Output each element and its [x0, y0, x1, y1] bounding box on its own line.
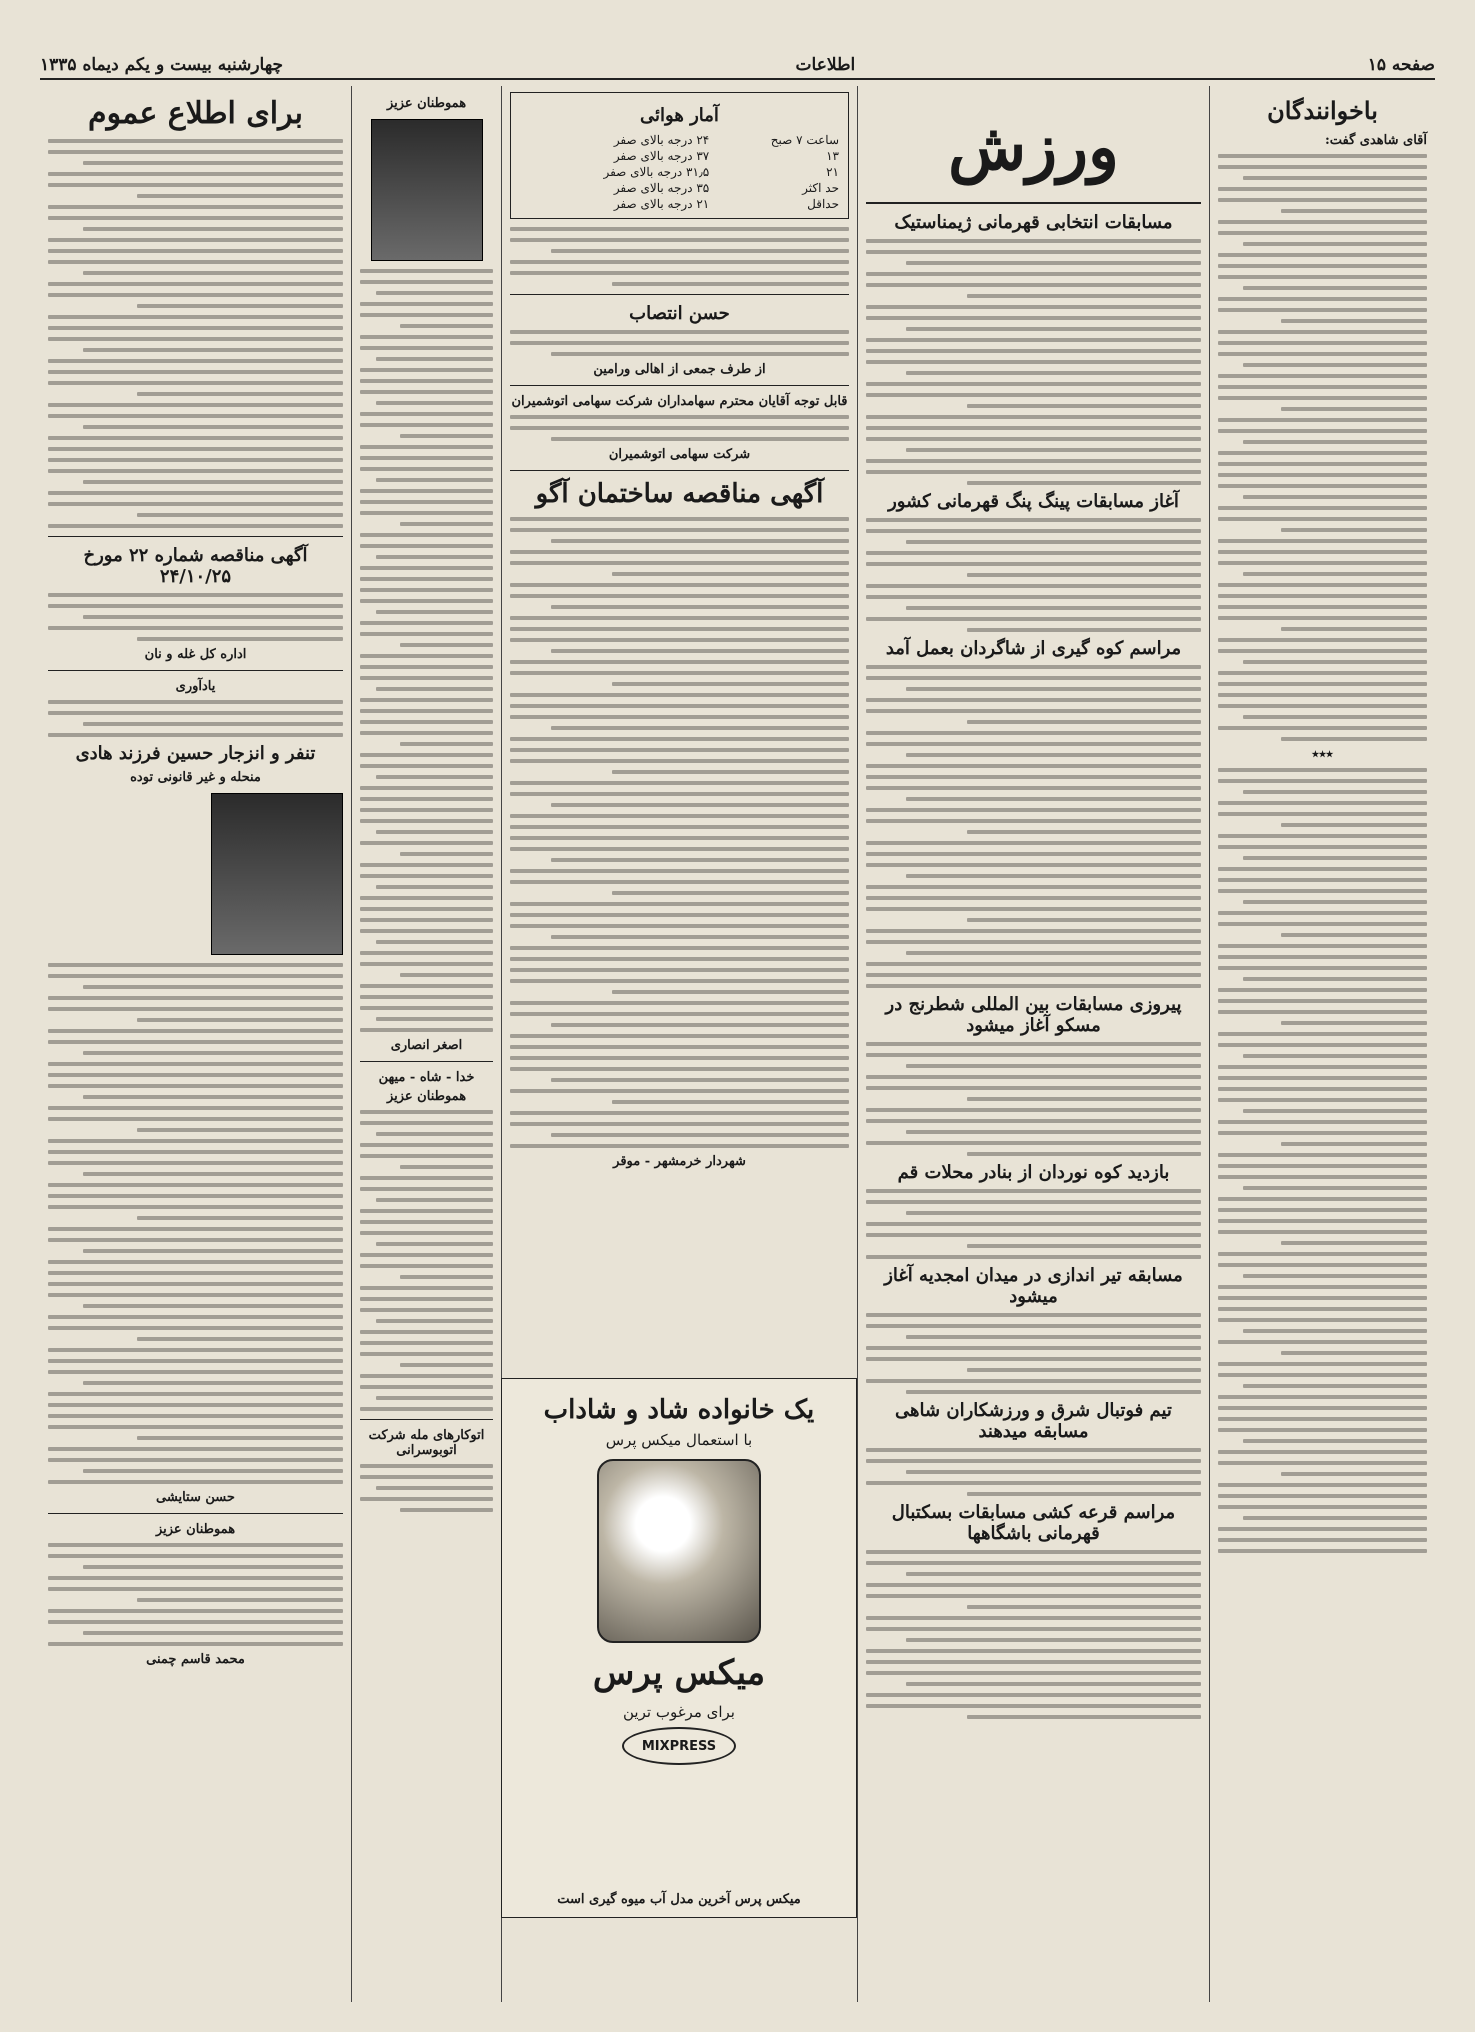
issue-date: چهارشنبه بیست و یکم دیماه ۱۳۳۵ — [40, 55, 284, 75]
table-row: ۱۳ ۳۷ درجه بالای صفر — [613, 149, 839, 163]
sports-text-5 — [866, 1189, 1201, 1259]
table-row: ساعت ۷ صبح ۲۴ درجه بالای صفر — [613, 133, 839, 147]
narrow-text-1 — [360, 269, 493, 1032]
shareholders-notice-title: قابل توجه آقایان محترم سهامداران شرکت سهامی اتوشمیران — [511, 394, 848, 409]
sports-headline-5: بازدید کوه نوردان از بنادر محلات قم — [897, 1162, 1170, 1183]
juicer-illustration — [597, 1459, 761, 1643]
column-sports — [857, 86, 1209, 2002]
disown-subtitle: منحله و غیر قانونی توده — [130, 770, 261, 785]
page-header — [40, 52, 1435, 80]
portrait-photo-2 — [211, 793, 343, 955]
narrow-signature-1: اصغر انصاری — [390, 1038, 463, 1053]
paper-name: اطلاعات — [795, 55, 856, 75]
portrait-photo-1 — [371, 119, 483, 261]
narrow-text-2 — [360, 1110, 493, 1411]
sports-headline-6: مسابقه تیر اندازی در میدان امجدیه آغاز میشود — [884, 1265, 1183, 1307]
public-notice-text — [48, 139, 343, 528]
weather-title: آمار هوائی — [640, 105, 719, 126]
sports-headline-7: تیم فوتبال شرق و ورزشکاران شاهی مسابقه میدهند — [895, 1400, 1172, 1442]
sports-headline-8: مراسم قرعه کشی مسابقات بسکتبال قهرمانی باشگاهها — [891, 1502, 1176, 1544]
ad-footer: میکس پرس آخرین مدل آب میوه گیری است — [557, 1892, 801, 1907]
weather-table — [517, 132, 842, 212]
sports-headline-3: مراسم کوه گیری از شاگردان بعمل آمد — [885, 638, 1182, 659]
mixpress-logo: MIXPRESS — [622, 1727, 736, 1765]
sports-headline-1: مسابقات انتخابی قهرمانی ژیمناستیک — [894, 212, 1173, 233]
ad-tagline: برای مرغوب ترین — [623, 1703, 735, 1721]
shareholders-notice-text — [510, 415, 849, 441]
thanks-title: حسن انتصاب — [629, 303, 730, 324]
grain-tender-title: آگهی مناقصه شماره ۲۲ مورخ ۲۴/۱۰/۲۵ — [83, 545, 308, 587]
weather-notes — [510, 227, 849, 286]
sports-text-2 — [866, 518, 1201, 632]
sports-text-1 — [866, 239, 1201, 485]
narrow-title-4: اتوکارهای مله شرکت اتوبوسرانی — [368, 1428, 485, 1458]
disown-title: تنفر و انزجار حسین فرزند هادی — [75, 743, 316, 764]
readers-intro: آقای شاهدی گفت: — [1324, 133, 1427, 148]
weather-box — [510, 92, 849, 219]
sports-text-3 — [866, 665, 1201, 988]
tender-text — [510, 517, 849, 1148]
ad-subtitle: با استعمال میکس پرس — [605, 1431, 753, 1449]
sports-headline-2: آغاز مسابقات پینگ پنگ قهرمانی کشور — [888, 491, 1179, 512]
disown-text — [48, 963, 343, 1484]
grain-tender-signature: اداره کل غله و نان — [144, 647, 247, 662]
sports-text-8 — [866, 1550, 1201, 1719]
sports-banner: ورزش — [866, 92, 1201, 204]
narrow-text-3 — [360, 1464, 493, 1512]
column-readers — [1209, 86, 1435, 2002]
table-row: حداقل ۲۱ درجه بالای صفر — [613, 197, 839, 211]
tender-signature: شهردار خرمشهر - موقر — [613, 1154, 746, 1169]
readers-title: باخوانندگان — [1267, 96, 1378, 125]
column-public-notices — [40, 86, 351, 2002]
memory-title: یادآوری — [175, 679, 216, 694]
tender-title: آگهی مناقصه ساختمان آگو — [535, 479, 824, 509]
page-number: صفحه ۱۵ — [1367, 55, 1435, 75]
grain-tender-text — [48, 593, 343, 641]
table-row: ۲۱ ۳۱٫۵ درجه بالای صفر — [603, 165, 839, 179]
narrow-title-3: هموطنان عزیز — [386, 1089, 467, 1104]
sports-text-6 — [866, 1313, 1201, 1394]
readers-text-1 — [1218, 154, 1427, 741]
disown-signature: حسن ستایشی — [156, 1490, 235, 1505]
thanks-signature: از طرف جمعی از اهالی ورامین — [593, 362, 766, 377]
column-narrow — [351, 86, 501, 2002]
readers-text-2 — [1218, 768, 1427, 1553]
final-notice-title: هموطنان عزیز — [155, 1522, 236, 1537]
narrow-title-2: خدا - شاه - میهن — [378, 1070, 475, 1085]
final-notice-signature: محمد قاسم چمنی — [146, 1652, 245, 1667]
section-divider: ٭٭٭ — [1311, 747, 1334, 762]
ad-brand: میکس پرس — [592, 1653, 766, 1693]
sports-text-7 — [866, 1448, 1201, 1496]
public-notice-title: برای اطلاع عموم — [88, 96, 303, 131]
final-notice-text — [48, 1543, 343, 1646]
memory-text — [48, 700, 343, 737]
sports-headline-4: پیروزی مسابقات بین المللی شطرنج در مسکو آغاز میشود — [885, 994, 1182, 1036]
thanks-text — [510, 330, 849, 356]
mixpress-advertisement — [501, 1378, 857, 1918]
ad-slogan: یک خانواده شاد و شاداب — [543, 1395, 815, 1425]
shareholders-notice-signature: شرکت سهامی اتوشمیران — [608, 447, 751, 462]
sports-text-4 — [866, 1042, 1201, 1156]
narrow-title-1: هموطنان عزیز — [386, 96, 467, 111]
table-row: حد اکثر ۳۵ درجه بالای صفر — [613, 181, 839, 195]
